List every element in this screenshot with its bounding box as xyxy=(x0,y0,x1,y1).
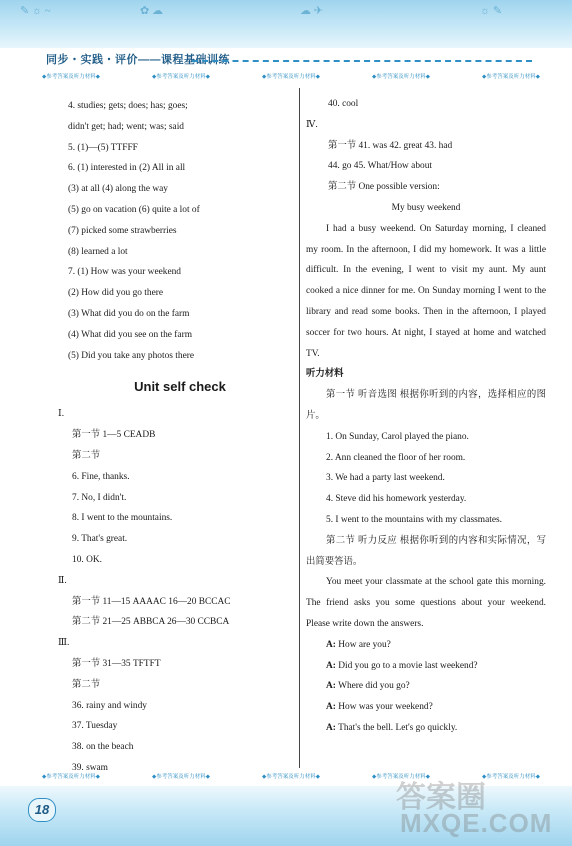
roman-numeral: Ⅱ. xyxy=(58,575,67,586)
strip-label: ◆参考答案及听力材料◆ xyxy=(42,774,100,780)
answer-strip-top xyxy=(42,72,540,82)
sketch-decoration: ✿ ☁ xyxy=(140,5,163,17)
answer-line: (2) How did you go there xyxy=(68,288,164,299)
answer-line: (5) go on vacation (6) quite a lot of xyxy=(68,204,200,215)
dialog-line: A: How was your weekend? xyxy=(326,702,433,713)
series-title: 同步・实践・评价——课程基础训练 xyxy=(46,54,230,66)
answer-line: (3) at all (4) along the way xyxy=(68,184,168,195)
sketch-decoration: ☁ ✈ xyxy=(300,5,323,17)
strip-label: ◆参考答案及听力材料◆ xyxy=(262,774,320,780)
answer-line: didn't get; had; went; was; said xyxy=(68,121,184,132)
answer-line: 44. go 45. What/How about xyxy=(328,161,432,172)
dialog-line: A: How are you? xyxy=(326,639,391,650)
answer-line: 7. (1) How was your weekend xyxy=(68,267,181,278)
answer-line: 第一节 1—5 CEADB xyxy=(72,430,156,441)
answer-line: 第一节 11—15 AAAAC 16—20 BCCAC xyxy=(72,596,231,607)
answer-line: 6. Fine, thanks. xyxy=(72,471,130,482)
answer-line: 9. That's great. xyxy=(72,534,128,545)
answer-line: 6. (1) interested in (2) All in all xyxy=(68,163,186,174)
listening-scenario: You meet your classmate at the school gate this morning. The friend asks you some questions about your weekend. Please write down the answers. xyxy=(306,577,546,629)
column-divider xyxy=(299,88,300,768)
answer-line: (3) What did you do on the farm xyxy=(68,308,190,319)
roman-numeral: Ⅰ. xyxy=(58,409,65,420)
answer-line: 10. OK. xyxy=(72,554,102,565)
listening-item: 2. Ann cleaned the floor of her room. xyxy=(326,452,466,463)
answer-line: 第一节 31—35 TFTFT xyxy=(72,658,161,669)
answer-line: 37. Tuesday xyxy=(72,721,118,732)
listening-heading: 听力材料 xyxy=(306,369,344,380)
listening-item: 4. Steve did his homework yesterday. xyxy=(326,494,467,505)
answer-line: 36. rainy and windy xyxy=(72,700,147,711)
roman-numeral: Ⅲ. xyxy=(58,638,70,649)
dialog-line: A: Did you go to a movie last weekend? xyxy=(326,660,478,671)
strip-label: ◆参考答案及听力材料◆ xyxy=(42,74,100,80)
listening-item: 3. We had a party last weekend. xyxy=(326,473,445,484)
header-banner xyxy=(0,0,572,48)
listening-instruction: 第一节 听音选图 根据你听到的内容，选择相应的图片。 xyxy=(306,390,546,421)
answer-line: (4) What did you see on the farm xyxy=(68,329,193,340)
sketch-decoration: ✎ ☼ ~ xyxy=(20,5,51,17)
answer-line: 第二节 One possible version: xyxy=(328,182,440,193)
answer-line: 4. studies; gets; does; has; goes; xyxy=(68,101,188,111)
strip-label: ◆参考答案及听力材料◆ xyxy=(482,774,540,780)
strip-label: ◆参考答案及听力材料◆ xyxy=(372,774,430,780)
answer-line: 8. I went to the mountains. xyxy=(72,513,173,524)
listening-item: 5. I went to the mountains with my classmates. xyxy=(326,514,503,525)
answer-line: 39. swam xyxy=(72,762,108,773)
strip-label: ◆参考答案及听力材料◆ xyxy=(152,74,210,80)
answer-line: 第二节 xyxy=(72,450,101,461)
answer-line: 38. on the beach xyxy=(72,742,134,753)
answer-line: (5) Did you take any photos there xyxy=(68,350,195,361)
right-column xyxy=(306,94,546,739)
answer-line: 7. No, I didn't. xyxy=(72,492,127,503)
watermark-logo: 答案圈 xyxy=(396,781,486,814)
sketch-decoration: ☼ ✎ xyxy=(480,5,503,17)
roman-numeral: Ⅳ. xyxy=(306,119,318,130)
page-number: 18 xyxy=(28,798,56,822)
answer-line: 40. cool xyxy=(328,99,359,109)
strip-label: ◆参考答案及听力材料◆ xyxy=(482,74,540,80)
essay-body: I had a busy weekend. On Saturday morning, I cleaned my room. In the afternoon, I did my homework. It was a little difficult. In the evening, I went to visit my aunt. My aunt cooked a nice dinner for me. On Sunday morning I went to the library and read some books. Then in the afternoon, I played soccer for two hours. At night, I stayed at home and watched TV. xyxy=(306,223,546,359)
listening-item: 1. On Sunday, Carol played the piano. xyxy=(326,431,469,442)
answer-line: 第二节 21—25 ABBCA 26—30 CCBCA xyxy=(72,617,230,628)
title-divider xyxy=(192,60,532,62)
strip-label: ◆参考答案及听力材料◆ xyxy=(372,74,430,80)
watermark-url: MXQE.COM xyxy=(400,808,553,838)
answer-line: 第一节 41. was 42. great 43. had xyxy=(328,140,453,151)
essay-title: My busy weekend xyxy=(391,202,461,213)
listening-instruction: 第二节 听力反应 根据你听到的内容和实际情况，写出简要答语。 xyxy=(306,535,546,567)
answer-line: (8) learned a lot xyxy=(68,246,128,257)
dialog-line: A: Where did you go? xyxy=(326,681,410,692)
dialog-line: A: That's the bell. Let's go quickly. xyxy=(326,722,458,733)
strip-label: ◆参考答案及听力材料◆ xyxy=(152,774,210,780)
answer-line: (7) picked some strawberries xyxy=(68,225,177,236)
answer-line: 5. (1)—(5) TTFFF xyxy=(68,142,138,153)
section-title: Unit self check xyxy=(134,379,226,395)
answer-line: 第二节 xyxy=(72,679,101,690)
strip-label: ◆参考答案及听力材料◆ xyxy=(262,74,320,80)
